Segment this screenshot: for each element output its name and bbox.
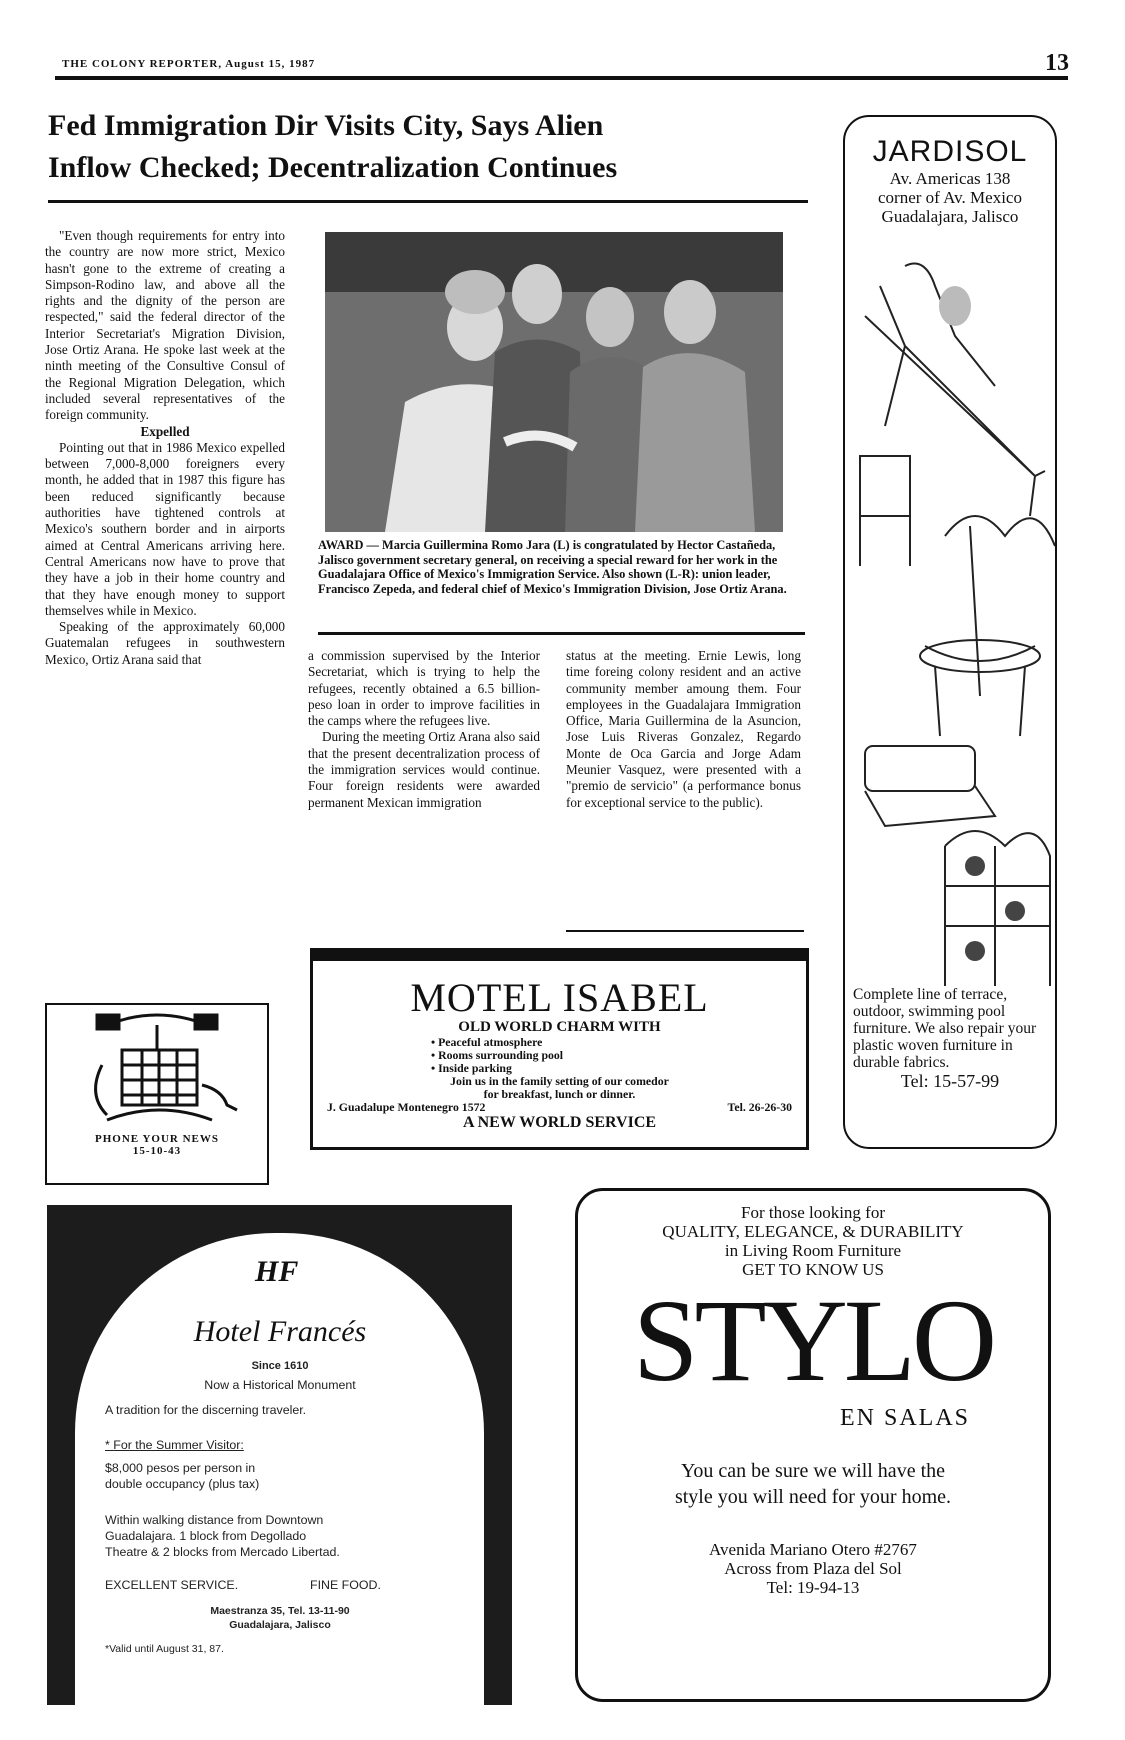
caption-rule <box>318 632 805 635</box>
motel-top-band <box>313 951 806 961</box>
phone-news-number: 15-10-43 <box>132 1145 182 1157</box>
stylo-address-1: Avenida Mariano Otero #2767 <box>709 1540 917 1559</box>
header-rule <box>55 76 1068 80</box>
column-rule <box>566 930 804 932</box>
hotel-walk-2: Guadalajara. 1 block from Degollado <box>105 1529 307 1543</box>
hotel-arch-frame <box>75 1233 484 1705</box>
motel-tagline: A NEW WORLD SERVICE <box>462 1114 657 1131</box>
article-column-1 <box>45 228 285 668</box>
motel-title: MOTEL ISABEL <box>410 975 709 1020</box>
jardisol-address-2: corner of Av. Mexico <box>878 188 1022 207</box>
stylo-ad <box>575 1188 1051 1702</box>
motel-amenity: • Rooms surrounding pool <box>431 1048 564 1062</box>
photo-illustration <box>325 232 783 532</box>
page-number: 13 <box>1045 50 1069 76</box>
article-paragraph: "Even though requirements for entry into the country are now more strict, Mexico hasn't gone to the extreme of creating a Simpson-Rodino law, and above all the rights and the dignity of the person are respected," said the federal director of the Interior Secretariat's Migration Division, Jose Ortiz Arana. He spoke last week at the ninth meeting of the Consultive Consul of the Regional Migration Delegation, which included several representatives of the foreign community. <box>45 228 285 423</box>
patio-furniture-illustration <box>845 226 1055 986</box>
motel-subtitle: OLD WORLD CHARM WITH <box>458 1019 661 1035</box>
headline-line-2: Inflow Checked; Decentralization Continues <box>48 151 618 184</box>
article-paragraph: status at the meeting. Ernie Lewis, long time foreing colony resident and an active community member amoung them. Four employees in the Guadalajara Immigration Office, Maria Guillermina de la Asuncion, Jose Luis Riveras Gonzalez, Regardo Monte de Oca Garcia and Jorge Adam Meunier Vasquez, were presented with a "premio de servicio" (a performance bonus for exceptional service to the public). <box>566 648 801 810</box>
motel-amenities <box>431 1036 806 1075</box>
article-subhead: Expelled <box>140 423 190 439</box>
stylo-line-4: GET TO KNOW US <box>742 1260 884 1279</box>
motel-amenity: • Peaceful atmosphere <box>431 1035 543 1049</box>
headline-rule <box>48 200 808 203</box>
jardisol-telephone: Tel: 15-57-99 <box>900 1071 1000 1091</box>
hotel-name: Hotel Francés <box>193 1315 367 1348</box>
article-paragraph: Pointing out that in 1986 Mexico expelled between 7,000-8,000 foreigners every month, he added that in 1987 this figure has been reduced significantly because authorities have tightened controls at Mexico's southern border and in airports aimed at Central Americans arriving here. Central Americans now have to prove that they have a job in their home country and that they have enough money to support themselves while in Mexico. <box>45 439 285 618</box>
antique-telephone-icon <box>47 1005 267 1133</box>
hotel-address: Maestranza 35, Tel. 13-11-90 <box>210 1605 350 1617</box>
photo-caption: AWARD — Marcia Guillermina Romo Jara (L) is congratulated by Hector Castañeda, Jalisco government secretary general, on receiving a special reward for her work in the Guadalajara Office of Mexico's Immigration Service. Also shown (L-R): union leader, Francisco Zepeda, and federal chief of Mexico's Immigration Division, Jose Ortiz Arana. <box>318 538 787 596</box>
hotel-service: EXCELLENT SERVICE. <box>105 1578 239 1592</box>
article-paragraph: Speaking of the approximately 60,000 Guatemalan refugees in southwestern Mexico, Ortiz Arana said that <box>45 619 285 667</box>
jardisol-address-3: Guadalajara, Jalisco <box>881 207 1019 226</box>
stylo-address-2: Across from Plaza del Sol <box>724 1559 902 1578</box>
stylo-line-1: For those looking for <box>740 1203 886 1222</box>
stylo-logo: STYLO <box>632 1275 994 1406</box>
hotel-frances-ad <box>47 1205 512 1705</box>
stylo-line-3: in Living Room Furniture <box>724 1241 902 1260</box>
motel-invite-2: for breakfast, lunch or dinner. <box>483 1087 636 1101</box>
stylo-en-salas: EN SALAS <box>839 1405 970 1431</box>
phone-news-label: PHONE YOUR NEWS <box>95 1133 219 1145</box>
hotel-price-2: double occupancy (plus tax) <box>105 1477 260 1491</box>
hotel-monument: Now a Historical Monument <box>204 1378 356 1392</box>
jardisol-description: Complete line of terrace, outdoor, swimming pool furniture. We also repair your plastic woven furniture in durable fabrics. <box>853 986 1037 1071</box>
phone-your-news-ad <box>45 1003 269 1185</box>
article-column-2 <box>308 648 540 811</box>
hotel-food: FINE FOOD. <box>310 1578 381 1592</box>
hotel-walk-1: Within walking distance from Downtown <box>105 1513 324 1527</box>
award-photo <box>325 232 783 532</box>
motel-amenity: • Inside parking <box>431 1061 512 1075</box>
masthead-date: THE COLONY REPORTER, August 15, 1987 <box>62 58 316 70</box>
motel-invite-1: Join us in the family setting of our comedor <box>450 1074 669 1088</box>
hotel-tradition: A tradition for the discerning traveler. <box>105 1403 307 1417</box>
hotel-city: Guadalajara, Jalisco <box>229 1619 331 1631</box>
headline-line-1: Fed Immigration Dir Visits City, Says Alien <box>48 109 604 142</box>
article-paragraph: During the meeting Ortiz Arana also said that the present decentralization process of the immigration services would continue. Four foreign residents were awarded permanent Mexican immigration <box>308 729 540 810</box>
article-column-3 <box>566 648 801 811</box>
stylo-line-2: QUALITY, ELEGANCE, & DURABILITY <box>662 1222 964 1241</box>
hotel-walk-3: Theatre & 2 blocks from Mercado Libertad. <box>105 1545 340 1559</box>
hotel-monogram-logo: HF <box>255 1255 299 1288</box>
hotel-summer-visitor: * For the Summer Visitor: <box>105 1438 244 1452</box>
motel-isabel-ad <box>310 948 809 1150</box>
stylo-slogan-2: style you will need for your home. <box>674 1486 952 1508</box>
hotel-since: Since 1610 <box>251 1360 309 1372</box>
jardisol-ad <box>843 115 1057 1149</box>
jardisol-title: JARDISOL <box>872 135 1028 168</box>
hotel-valid-until: *Valid until August 31, 87. <box>105 1643 224 1655</box>
motel-telephone: Tel. 26-26-30 <box>727 1100 792 1114</box>
stylo-slogan-1: You can be sure we will have the <box>680 1460 945 1482</box>
article-headline <box>48 105 828 189</box>
motel-address: J. Guadalupe Montenegro 1572 <box>327 1100 486 1114</box>
stylo-telephone: Tel: 19-94-13 <box>766 1578 860 1597</box>
article-paragraph: a commission supervised by the Interior Secretariat, which is trying to help the refugees, recently obtained a 6.5 billion-peso loan in order to improve facilities in the camps where the refugees live. <box>308 648 540 729</box>
jardisol-address-1: Av. Americas 138 <box>889 169 1011 188</box>
hotel-price-1: $8,000 pesos per person in <box>105 1461 256 1475</box>
motel-contact <box>313 1101 806 1114</box>
